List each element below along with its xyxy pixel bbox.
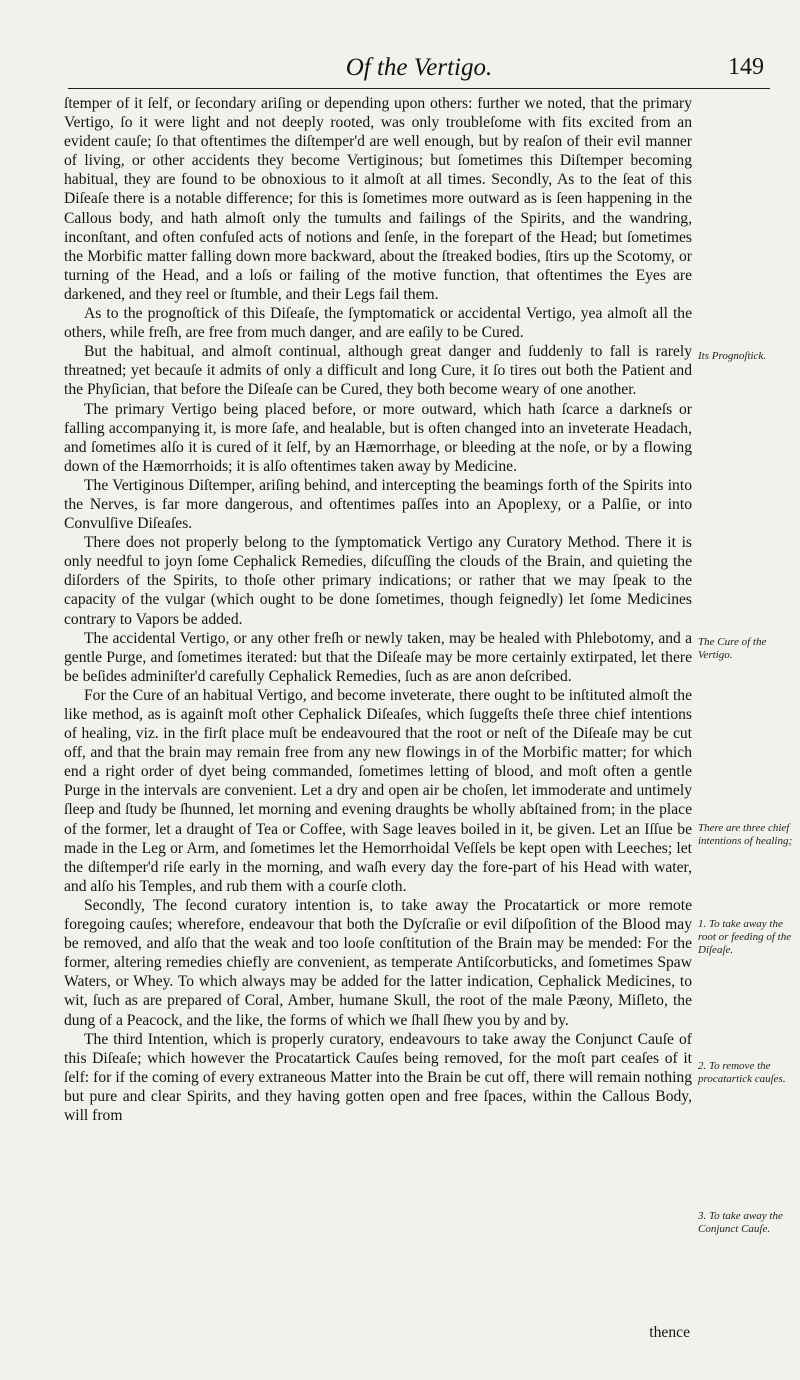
margin-note: Its Prognoſtick. (698, 350, 767, 362)
paragraph: Secondly, The ſecond curatory intention is, to take away the Procatartick or more remote foregoing cauſes; wherefore, endeavour that both the Dyſcraſie or evil diſpoſition of the Blood may be removed, and alſo that the weak and too looſe conſtitution of the Brain may be mended: For the former, altering remedies chiefly are convenient, as temperate Antiſcorbuticks, and ſometimes Spaw Waters, or Whey. To which always may be added for the latter indication, Cephalick Medicines, to wit, ſuch as are prepared of Coral, Amber, humane Skull, the root of the male Pæony, Miſleto, the dung of a Peacock, and the like, the forms of which we ſhall ſhew you by and by. (64, 896, 692, 1029)
paragraph: But the habitual, and almoſt continual, although great danger and ſuddenly to fall is rarely threatned; yet becauſe it admits of only a difficult and long Cure, it ſo tires out both the Patient and the Phyſician, that before the Diſeaſe can be Cured, they both become weary of one another. (64, 343, 692, 399)
paragraph: The Vertiginous Diſtemper, ariſing behind, and intercepting the beamings forth of the Spirits into the Nerves, is far more dangerous, and oftentimes paſſes into an Apoplexy, or a Palſie, or into Convulſive Diſeaſes. (64, 476, 692, 533)
margin-note: The Cure of the Vertigo. (698, 636, 767, 661)
paragraph: As to the prognoſtick of this Diſeaſe, the ſymptomatick or accidental Vertigo, yea almoſt all the others, while freſh, are free from much danger, and are eaſily to be Cured. (64, 305, 692, 342)
margin-note: 3. To take away the Conjunct Cauſe. (698, 1210, 783, 1235)
margin-note: 1. To take away the root or feeding of the Diſeaſe. (698, 918, 792, 956)
paragraph: The primary Vertigo being placed before, or more outward, which hath ſcarce a darkneſs or falling accompanying it, is more ſafe, and healable, but is often changed into an inveterate Headach, and ſometimes alſo it is cured of it ſelf, by an Hæmorrhage, or bleeding at the noſe, or by a flowing down of the Hæmorrhoids; it is alſo oftentimes taken away by Medicine. (64, 400, 692, 475)
page-header (68, 50, 770, 90)
paragraph: ſtemper of it ſelf, or ſecondary ariſing or depending upon others: further we noted, that the primary Vertigo, ſo it were light and not deeply rooted, was only troubleſome with fits excited from an evident cauſe; ſo that oftentimes the diſtemper'd are well enough, but by reaſon of their evil manner of living, or other accidents they become Vertiginous; but ſometimes this Diſtemper becoming habitual, they are found to be obnoxious to it almoſt at all times. Secondly, As to the ſeat of this Diſeaſe there is a notable difference; for this is ſometimes more outward as is ſeen happening in the Callous body, and hath almoſt only the tumults and failings of the Spirits, and the wandring, inconſtant, and often confuſed acts of notions and ſenſe, in the forepart of the Head; but ſometimes the Morbific matter falling down more backward, about the ſtreaked bodies, ſtirs up the Scotomy, or turning of the Head, and a loſs or failing of the motive function, that oftentimes the Eyes are darkened, and they reel or ſtumble, and their Legs fail them. (64, 95, 692, 303)
paragraph: The accidental Vertigo, or any other freſh or newly taken, may be healed with Phlebotomy, and a gentle Purge, and ſometimes iterated: but that the Diſeaſe may be more certainly extirpated, let there be beſides adminiſter'd carefully Cephalick Remedies, ſuch as are anon deſcribed. (64, 629, 692, 685)
paragraph: For the Cure of an habitual Vertigo, and become inveterate, there ought to be inſtituted almoſt the like method, as is againſt moſt other Cephalick Diſeaſes, which ſuggeſts theſe three chief intentions of healing, viz. in the firſt place muſt be endeavoured that the root or neſt of the Diſeaſe may be cut off, and that the brain may remain free from any new flowings in of the Morbific matter; for which end a right order of dyet being commanded, ſometimes letting of blood, and moſt often a gentle Purge in the intervals are convenient. Let a dry and open air be choſen, let immoderate and untimely ſleep and ſtudy be ſhunned, let morning and evening draughts be wholly abſtained from; in the place of the former, let a draught of Tea or Coffee, with Sage leaves boiled in it, be given. Let an Iſſue be made in the Leg or Arm, and ſometimes let the Hemorrhoidal Veſſels be kept open with Leeches; let the diſtemper'd riſe early in the morning, and waſh every day the fore-part of his Head with water, and alſo his Temples, and rub them with a courſe cloth. (64, 686, 692, 895)
paragraph: The third Intention, which is properly curatory, endeavours to take away the Conjunct Cauſe of this Diſeaſe; which however the Procatartick Cauſes being removed, for the moſt part ceaſes of it ſelf: for if the coming of every extraneous Matter into the Brain be cut off, there will remain nothing but pure and clear Spirits, and they having gotten open and free ſpaces, within the Callous Body, will from (64, 1030, 692, 1124)
page-number: 149 (728, 54, 764, 80)
margin-note: There are three chief intentions of healing; (698, 822, 793, 847)
margin-note: 2. To remove the procatartick cauſes. (698, 1060, 786, 1085)
header-rule (68, 88, 770, 89)
paragraph: There does not properly belong to the ſymptomatick Vertigo any Curatory Method. There it is only needful to joyn ſome Cephalick Remedies, diſcuſſing the clouds of the Brain, and quieting the diſorders of the Spirits, to thoſe other primary indications; or rather that we may ſpeak to the capacity of the vulgar (which ought to be done ſometimes, though feignedly) let ſome Medicines contrary to Vapors be added. (64, 534, 692, 628)
body-text (64, 94, 692, 1125)
running-title: Of the Vertigo. (345, 54, 493, 81)
catchword: thence (649, 1324, 690, 1341)
